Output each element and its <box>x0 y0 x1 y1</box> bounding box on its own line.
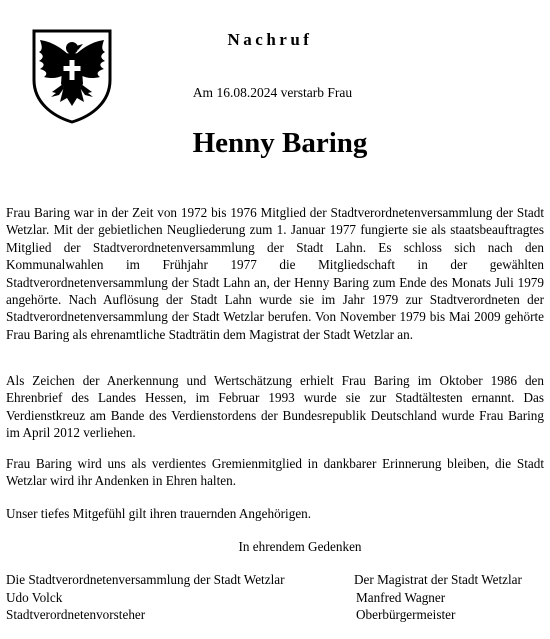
signature-block-right <box>354 571 522 624</box>
paragraph-remembrance: Frau Baring wird uns als verdientes Gremienmitglied in dankbarer Erinnerung bleiben, die Stadt Wetzlar wird ihr Andenken in Ehren halten. <box>6 456 544 489</box>
deceased-name: Henny Baring <box>192 127 368 159</box>
obituary-title: Nachruf <box>227 30 313 49</box>
paragraph-condolences: Unser tiefes Mitgefühl gilt ihren trauernden Angehörigen. <box>6 506 312 521</box>
eagle-coat-of-arms-icon <box>30 28 114 124</box>
signature-block-left <box>6 571 284 624</box>
signature-person: Manfred Wagner <box>356 589 446 605</box>
signature-organization: Der Magistrat der Stadt Wetzlar <box>354 572 522 587</box>
paragraph-career: Frau Baring war in der Zeit von 1972 bis 1976 Mitglied der Stadtverordnetenversammlung der Stadt Wetzlar. Mit der gebietlichen Neugliederung zum 1. Januar 1977 fungierte sie als staatsbeauftragtes Mitglied der Stadtverordnetenversammlung der Stadt Lahn. Es schloss sich nach den Kommunalwahlen im Frühjahr 1977 die Mitgliedschaft in der gewählten Stadtverordnetenversammlung der Stadt Lahn an, der Henny Baring zum Ende des Monats Juli 1979 angehörte. Nach Auflösung der Stadt Lahn wurde sie im Jahr 1979 zur Stadtverordneten der Stadtverordnetenversammlung der Stadt Wetzlar berufen. Von November 1979 bis Mai 2009 gehörte Frau Baring als ehrenamtliche Stadträtin dem Magistrat der Stadt Wetzlar an. <box>6 205 544 342</box>
closing-phrase: In ehrendem Gedenken <box>238 539 362 554</box>
signature-organization: Die Stadtverordnetenversammlung der Stadt Wetzlar <box>6 572 285 587</box>
signature-person: Udo Volck <box>6 589 63 605</box>
paragraph-honors: Als Zeichen der Anerkennung und Wertschätzung erhielt Frau Baring im Oktober 1986 den Ehrenbrief des Landes Hessen, im Februar 1993 wurde sie zur Stadtältesten ernannt. Das Verdienstkreuz am Bande des Verdienstordens der Bundesrepublik Deutschland wurde Frau Baring im April 2012 verliehen. <box>6 373 544 441</box>
signature-role: Oberbürgermeister <box>356 607 456 623</box>
signature-role: Stadtverordnetenvorsteher <box>6 607 146 623</box>
death-announcement: Am 16.08.2024 verstarb Frau <box>192 85 353 100</box>
